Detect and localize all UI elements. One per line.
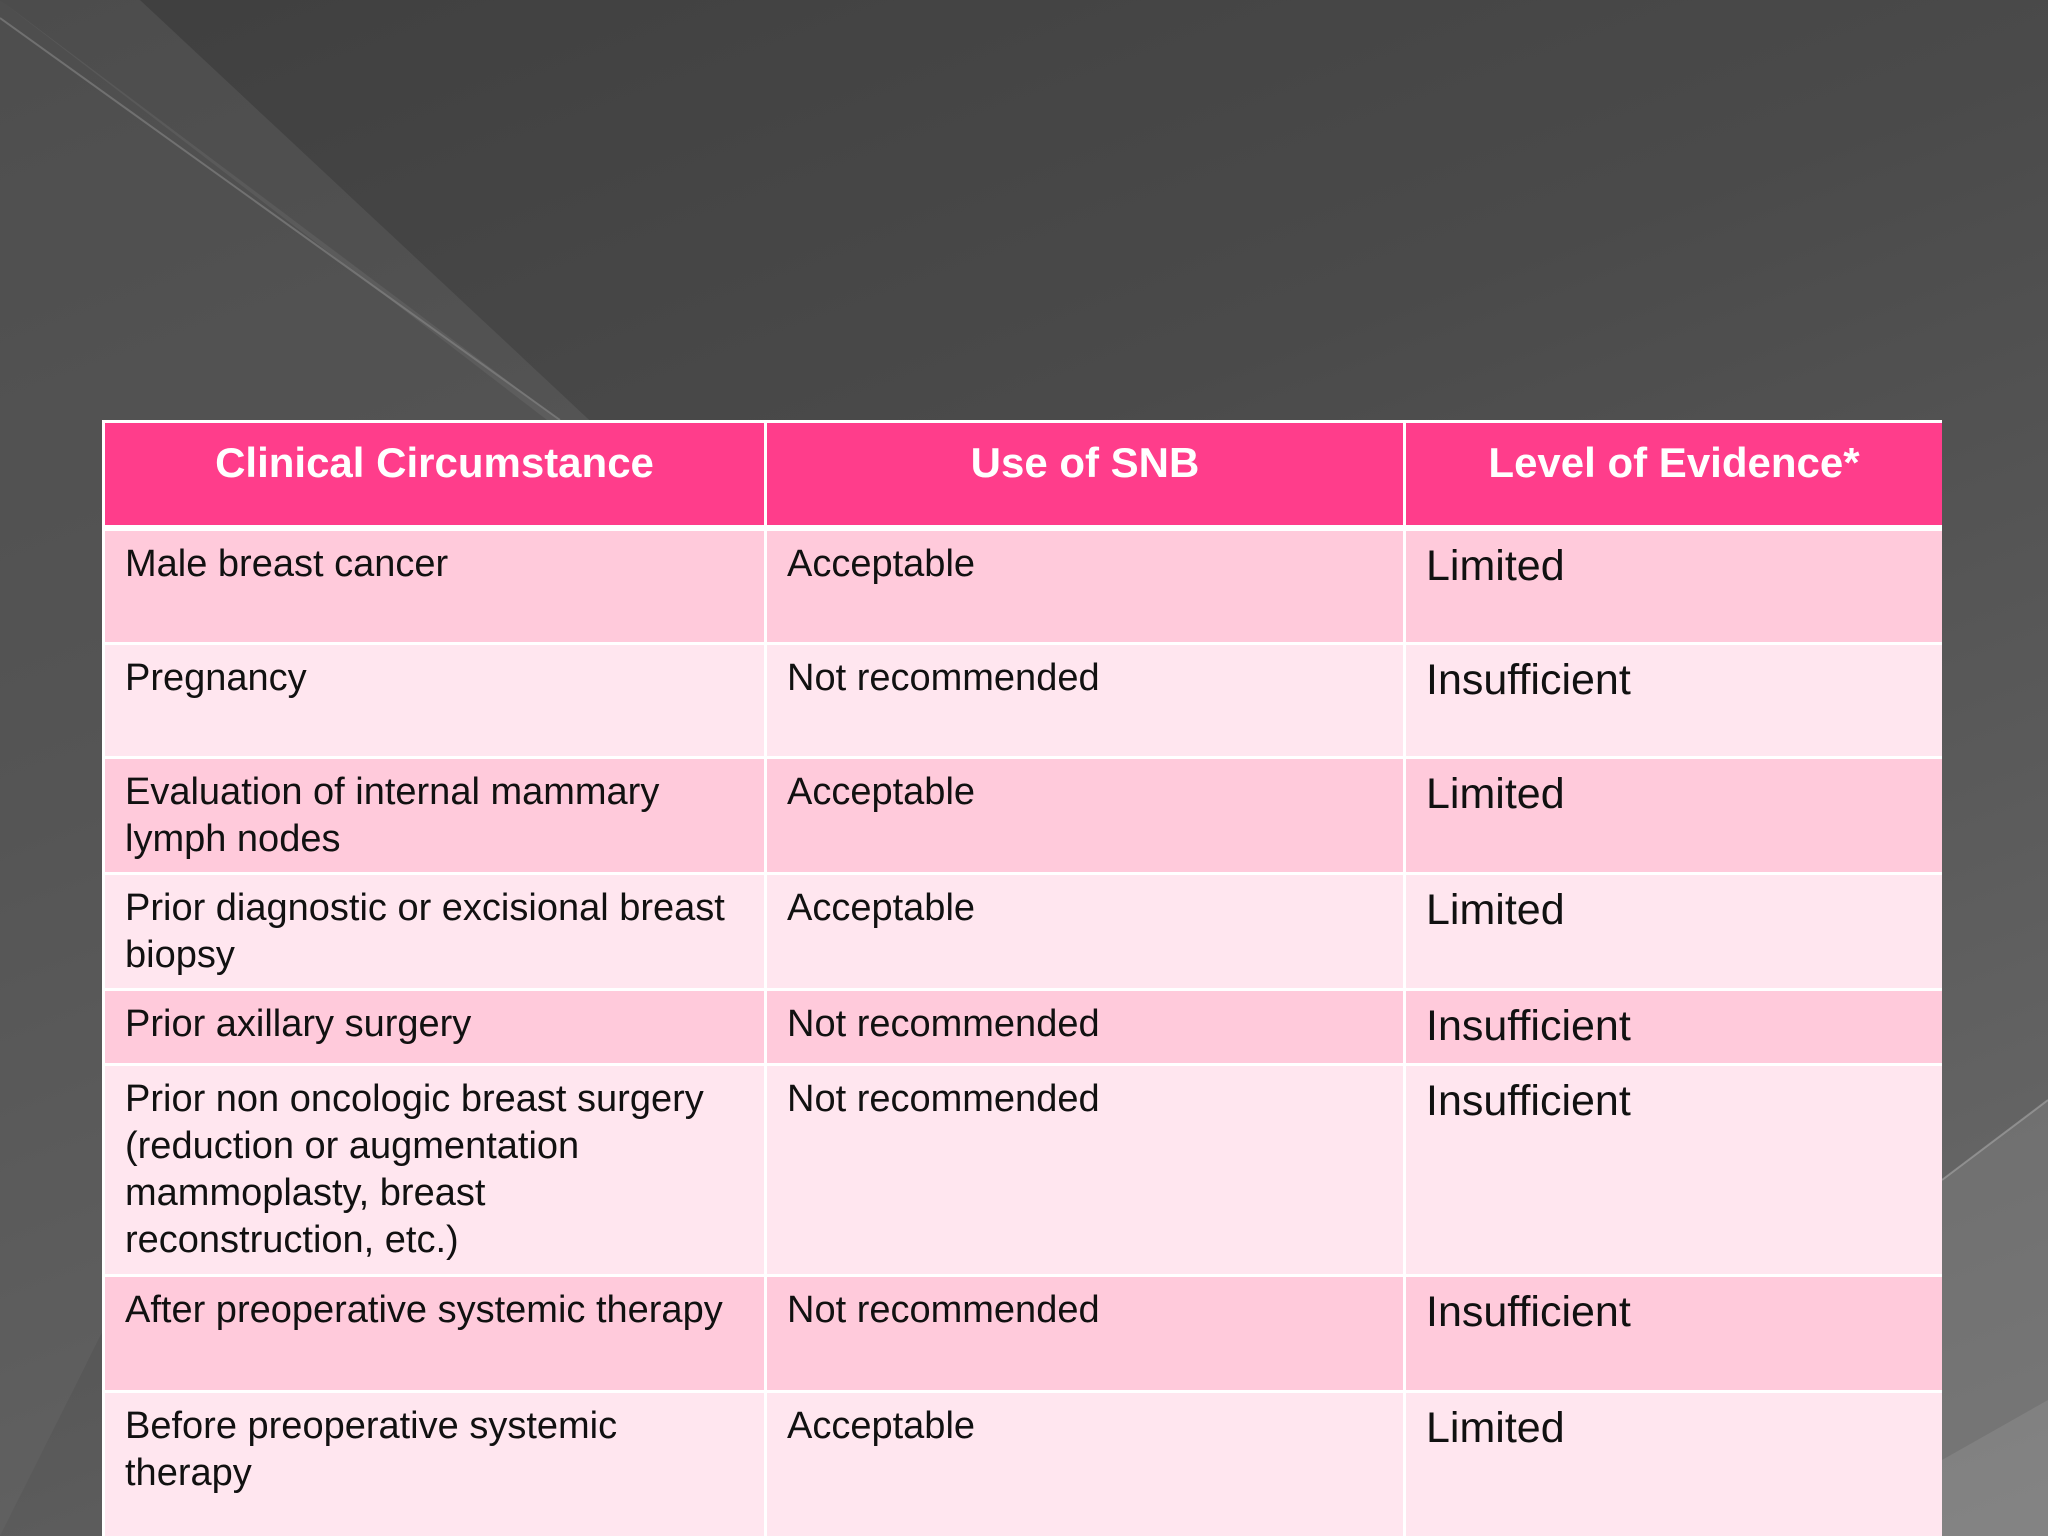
cell-use: Acceptable: [766, 758, 1405, 874]
cell-use: Acceptable: [766, 528, 1405, 644]
header-clinical-circumstance: Clinical Circumstance: [104, 422, 766, 528]
cell-circumstance: After preoperative systemic therapy: [104, 1276, 766, 1392]
cell-level: Insufficient: [1405, 644, 1943, 758]
cell-circumstance: Prior non oncologic breast surgery (reduction or augmentation mammoplasty, breast reconstruction, etc.): [104, 1065, 766, 1276]
table-row: [104, 1392, 1943, 1536]
cell-circumstance: Male breast cancer: [104, 528, 766, 644]
cell-level: Limited: [1405, 758, 1943, 874]
cell-circumstance: Before preoperative systemic therapy: [104, 1392, 766, 1536]
cell-level: Insufficient: [1405, 990, 1943, 1065]
cell-circumstance: Evaluation of internal mammary lymph nodes: [104, 758, 766, 874]
table-row: [104, 1065, 1943, 1276]
header-level-of-evidence: Level of Evidence*: [1405, 422, 1943, 528]
cell-level: Limited: [1405, 1392, 1943, 1536]
cell-level: Limited: [1405, 528, 1943, 644]
cell-use: Acceptable: [766, 874, 1405, 990]
cell-circumstance: Pregnancy: [104, 644, 766, 758]
cell-level: Insufficient: [1405, 1276, 1943, 1392]
snb-evidence-table: [102, 420, 1942, 1536]
table-row: [104, 874, 1943, 990]
slide-table-container: [102, 420, 1942, 1536]
table-row: [104, 644, 1943, 758]
table-row: [104, 1276, 1943, 1392]
cell-level: Insufficient: [1405, 1065, 1943, 1276]
cell-circumstance: Prior diagnostic or excisional breast biopsy: [104, 874, 766, 990]
table-row: [104, 758, 1943, 874]
cell-use: Not recommended: [766, 1276, 1405, 1392]
cell-use: Not recommended: [766, 990, 1405, 1065]
cell-circumstance: Prior axillary surgery: [104, 990, 766, 1065]
cell-use: Not recommended: [766, 1065, 1405, 1276]
table-header-row: [104, 422, 1943, 528]
table-row: [104, 528, 1943, 644]
table-row: [104, 990, 1943, 1065]
cell-use: Not recommended: [766, 644, 1405, 758]
cell-use: Acceptable: [766, 1392, 1405, 1536]
header-use-of-snb: Use of SNB: [766, 422, 1405, 528]
cell-level: Limited: [1405, 874, 1943, 990]
